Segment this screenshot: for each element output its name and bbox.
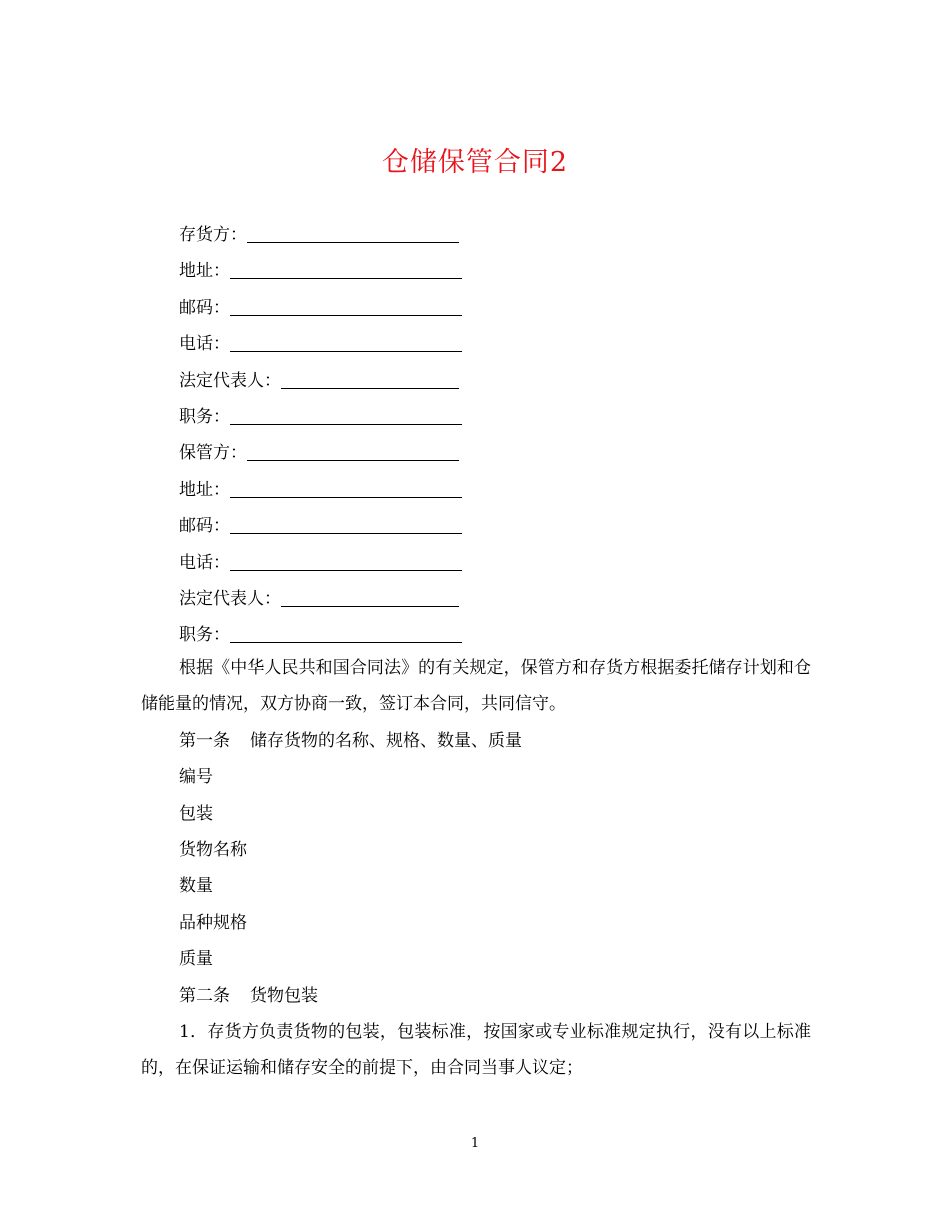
list-item: 品种规格 (179, 912, 247, 933)
field-label: 电话： (179, 334, 230, 355)
depositor-name-field (179, 217, 462, 253)
custodian-phone-field (179, 545, 462, 581)
blank-line (230, 569, 462, 571)
blank-line (247, 241, 459, 243)
field-label: 电话： (179, 552, 230, 573)
blank-line (247, 459, 459, 461)
blank-line (281, 387, 459, 389)
party-fields (179, 217, 462, 654)
article-heading: 储存货物的名称、规格、数量、质量 (250, 730, 522, 751)
field-label: 存货方： (179, 225, 247, 245)
depositor-legal-rep-field (179, 363, 462, 399)
field-label: 地址： (179, 479, 230, 500)
blank-line (230, 532, 462, 534)
field-label: 邮码： (179, 516, 230, 537)
custodian-address-field (179, 472, 462, 508)
list-item: 数量 (179, 876, 213, 897)
blank-line (230, 350, 462, 352)
blank-line (230, 496, 462, 498)
depositor-address-field (179, 253, 462, 289)
custodian-position-field (179, 617, 462, 653)
blank-line (230, 423, 462, 425)
field-label: 职务： (179, 406, 230, 427)
article-heading: 货物包装 (250, 985, 318, 1006)
article-2-heading (141, 978, 811, 1014)
field-label: 保管方： (179, 443, 247, 464)
article-number: 第一条 (179, 730, 230, 751)
document-title: 仓储保管合同2 (381, 147, 569, 178)
custodian-legal-rep-field (179, 581, 462, 617)
blank-line (230, 314, 462, 316)
blank-line (230, 277, 462, 279)
list-item: 编号 (179, 767, 213, 788)
field-label: 法定代表人： (179, 588, 281, 609)
article-1-heading (141, 723, 811, 759)
article-2-clause-1: 1．存货方负责货物的包装，包装标准，按国家或专业标准规定执行，没有以上标准的，在保证运输和储存安全的前提下，由合同当事人议定； (141, 1022, 811, 1079)
list-item: 货物名称 (179, 840, 247, 861)
blank-line (281, 605, 459, 607)
intro-paragraph: 根据《中华人民共和国合同法》的有关规定，保管方和存货方根据委托储存计划和仓储能量的情况，双方协商一致，签订本合同，共同信守。 (141, 658, 811, 715)
field-label: 职务： (179, 625, 230, 646)
depositor-phone-field (179, 326, 462, 362)
custodian-postcode-field (179, 508, 462, 544)
page-number: 1 (470, 1136, 480, 1151)
field-label: 地址： (179, 261, 230, 282)
blank-line (230, 641, 462, 643)
field-label: 邮码： (179, 297, 230, 318)
list-item: 包装 (179, 803, 213, 824)
contract-body (141, 650, 811, 1087)
custodian-name-field (179, 435, 462, 471)
article-number: 第二条 (179, 985, 230, 1006)
depositor-position-field (179, 399, 462, 435)
list-item: 质量 (179, 949, 213, 970)
field-label: 法定代表人： (179, 370, 281, 391)
depositor-postcode-field (179, 290, 462, 326)
